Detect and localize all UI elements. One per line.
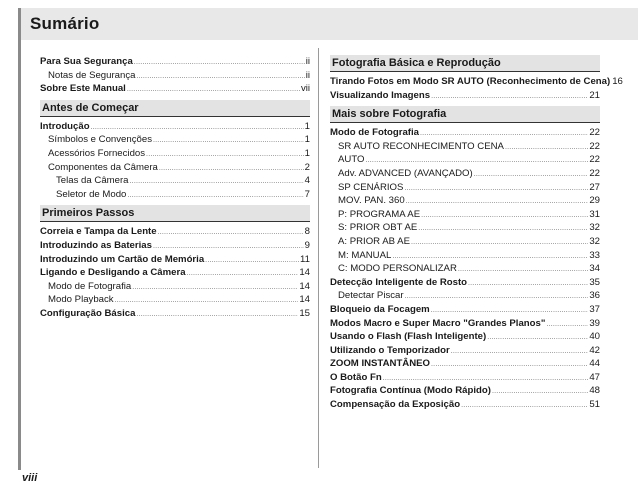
- toc-entry-page: 1: [304, 147, 310, 159]
- dot-leader: [153, 134, 304, 148]
- toc-entry-label: Configuração Básica: [40, 307, 136, 319]
- toc-entry-label: Detectar Piscar: [338, 290, 404, 302]
- section-heading: Antes de Começar: [40, 100, 310, 117]
- toc-entry-label: Seletor de Modo: [56, 188, 127, 200]
- toc-entry-page: 29: [589, 195, 600, 207]
- toc-entry-label: Tirando Fotos em Modo SR AUTO (Reconhecimento de Cena): [330, 76, 611, 87]
- dot-leader: [115, 294, 299, 308]
- dot-leader: [418, 222, 588, 236]
- toc-entry: [330, 276, 600, 290]
- toc-entry-page: 34: [589, 263, 600, 275]
- dot-leader: [365, 154, 588, 168]
- dot-leader: [127, 83, 300, 97]
- toc-entry-page: 47: [589, 371, 600, 383]
- toc-list-left-top: [40, 55, 310, 96]
- dot-leader: [158, 226, 304, 240]
- dot-leader: [187, 267, 299, 281]
- toc-entry: [40, 55, 310, 69]
- toc-entry: [330, 317, 600, 331]
- toc-entry-label: M: MANUAL: [338, 249, 392, 261]
- toc-entry: [40, 82, 310, 96]
- dot-leader: [392, 250, 588, 264]
- dot-leader: [205, 254, 299, 268]
- toc-entry-page: 35: [589, 276, 600, 288]
- toc-entry: [40, 293, 310, 307]
- toc-entry-label: Introdução: [40, 120, 90, 132]
- toc-entry-label: Telas da Câmera: [56, 175, 129, 187]
- toc-entry-page: 22: [589, 140, 600, 152]
- toc-entry-label: Notas de Segurança: [48, 69, 136, 81]
- toc-list-left-2: [40, 225, 310, 320]
- dot-leader: [146, 148, 304, 162]
- toc-entry-page: 39: [589, 317, 600, 329]
- toc-entry-label: A: PRIOR AB AE: [338, 235, 410, 247]
- toc-entry-page: 36: [589, 290, 600, 302]
- toc-entry: [330, 249, 600, 263]
- toc-entry: [330, 221, 600, 235]
- dot-leader: [421, 209, 588, 223]
- toc-entry: [330, 371, 600, 385]
- dot-leader: [420, 127, 588, 141]
- toc-entry-label: S: PRIOR OBT AE: [338, 222, 418, 234]
- toc-entry: [330, 167, 600, 181]
- toc-entry-page: 1: [304, 120, 310, 132]
- dot-leader: [487, 331, 588, 345]
- toc-entry-page: 22: [589, 167, 600, 179]
- toc-entry-label: Utilizando o Temporizador: [330, 344, 450, 356]
- toc-entry-label: AUTO: [338, 154, 365, 166]
- toc-entry-page: 2: [304, 161, 310, 173]
- dot-leader: [130, 175, 304, 189]
- toc-entry-label: MOV. PAN. 360: [338, 195, 405, 207]
- toc-entry: [330, 89, 600, 103]
- toc-entry-label: Modos Macro e Super Macro "Grandes Planos": [330, 317, 546, 329]
- toc-entry-label: Ligando e Desligando a Câmera: [40, 267, 186, 279]
- toc-entry: [40, 174, 310, 188]
- toc-list-right-2: [330, 126, 600, 411]
- toc-list-right-1: [330, 75, 623, 102]
- dot-leader: [468, 277, 588, 291]
- toc-entry: [40, 307, 310, 321]
- toc-entry-page: 14: [299, 267, 310, 279]
- toc-entry-label: Compensação da Exposição: [330, 399, 461, 411]
- toc-entry: [40, 225, 310, 239]
- toc-entry-page: 32: [589, 235, 600, 247]
- toc-entry-label: SP CENÁRIOS: [338, 181, 404, 193]
- toc-entry: [330, 140, 600, 154]
- toc-entry-label: Símbolos e Convenções: [48, 134, 152, 146]
- header-band: [21, 8, 638, 40]
- dot-leader: [136, 70, 304, 84]
- toc-entry-page: ii: [305, 56, 310, 67]
- toc-right-column: [330, 55, 623, 412]
- dot-leader: [492, 385, 588, 399]
- toc-entry-page: 48: [589, 385, 600, 397]
- toc-entry-page: 42: [589, 344, 600, 356]
- toc-entry-label: P: PROGRAMA AE: [338, 208, 421, 220]
- toc-entry-page: 32: [589, 222, 600, 234]
- toc-entry: [40, 253, 310, 267]
- toc-entry: [330, 330, 600, 344]
- dot-leader: [461, 399, 588, 413]
- toc-entry: [40, 147, 310, 161]
- toc-entry-label: Modo de Fotografia: [48, 280, 132, 292]
- toc-entry-page: 4: [304, 175, 310, 187]
- toc-entry-page: 9: [304, 239, 310, 251]
- page-number: viii: [22, 472, 38, 484]
- toc-entry-label: Usando o Flash (Flash Inteligente): [330, 331, 487, 343]
- toc-entry-page: 14: [299, 294, 310, 306]
- dot-leader: [431, 358, 588, 372]
- toc-entry-label: Componentes da Câmera: [48, 161, 158, 173]
- toc-entry-page: 40: [589, 331, 600, 343]
- toc-entry: [330, 126, 600, 140]
- toc-entry-page: 1: [304, 134, 310, 146]
- toc-entry: [330, 303, 600, 317]
- dot-leader: [404, 182, 588, 196]
- toc-entry: [330, 289, 600, 303]
- dot-leader: [431, 304, 589, 318]
- toc-entry: [40, 239, 310, 253]
- dot-leader: [458, 263, 588, 277]
- toc-entry-page: 16: [612, 76, 623, 87]
- toc-entry-page: 11: [300, 253, 310, 265]
- dot-leader: [505, 141, 588, 155]
- dot-leader: [431, 90, 588, 104]
- toc-entry: [40, 120, 310, 134]
- toc-entry: [330, 194, 600, 208]
- toc-entry: [330, 398, 600, 412]
- toc-left-column: [40, 55, 310, 321]
- toc-entry-page: vii: [300, 83, 310, 95]
- dot-leader: [383, 372, 589, 386]
- toc-entry: [330, 181, 600, 195]
- toc-entry-page: 8: [304, 226, 310, 238]
- toc-entry-page: 15: [299, 307, 310, 319]
- dot-leader: [134, 56, 305, 70]
- toc-entry-page: ii: [305, 69, 310, 81]
- toc-entry-page: 37: [589, 303, 600, 315]
- toc-entry-page: 14: [299, 280, 310, 292]
- toc-entry-page: 44: [589, 358, 600, 370]
- toc-entry-label: Bloqueio da Focagem: [330, 303, 430, 315]
- toc-entry: [330, 344, 600, 358]
- left-edge-bar: [18, 8, 21, 470]
- dot-leader: [159, 162, 304, 176]
- toc-entry: [40, 266, 310, 280]
- dot-leader: [406, 195, 589, 209]
- toc-entry: [40, 280, 310, 294]
- toc-entry-page: 27: [589, 181, 600, 193]
- toc-entry: [330, 384, 600, 398]
- toc-entry: [330, 235, 600, 249]
- toc-entry-page: 33: [589, 249, 600, 261]
- toc-entry-label: C: MODO PERSONALIZAR: [338, 263, 457, 275]
- toc-entry-page: 7: [304, 188, 310, 200]
- toc-entry-page: 21: [589, 89, 600, 101]
- toc-entry-label: Detecção Inteligente de Rosto: [330, 276, 468, 288]
- dot-leader: [405, 290, 589, 304]
- column-divider: [318, 48, 319, 468]
- toc-entry-label: SR AUTO RECONHECIMENTO CENA: [338, 140, 504, 152]
- toc-entry-page: 22: [589, 154, 600, 166]
- toc-entry-label: Introduzindo as Baterias: [40, 239, 152, 251]
- toc-entry: [330, 208, 600, 222]
- dot-leader: [474, 168, 589, 182]
- section-heading: Mais sobre Fotografia: [330, 106, 600, 123]
- toc-entry: [330, 357, 600, 371]
- dot-leader: [136, 308, 298, 322]
- toc-entry-page: 31: [589, 208, 600, 220]
- toc-entry-label: ZOOM INSTANTÂNEO: [330, 358, 431, 370]
- toc-entry: [330, 75, 623, 89]
- toc-entry-label: Correia e Tampa da Lente: [40, 226, 157, 238]
- toc-entry-label: O Botão Fn: [330, 371, 382, 383]
- toc-entry-label: Modo Playback: [48, 294, 114, 306]
- dot-leader: [411, 236, 588, 250]
- toc-entry-label: Modo de Fotografia: [330, 127, 419, 139]
- dot-leader: [451, 345, 589, 359]
- toc-entry: [40, 133, 310, 147]
- toc-entry: [330, 262, 600, 276]
- toc-entry-label: Fotografia Contínua (Modo Rápido): [330, 385, 491, 397]
- toc-entry-page: 51: [589, 399, 600, 411]
- toc-entry-label: Introduzindo um Cartão de Memória: [40, 253, 205, 265]
- toc-entry-label: Sobre Este Manual: [40, 83, 126, 95]
- dot-leader: [546, 318, 588, 332]
- toc-list-left-1: [40, 120, 310, 202]
- dot-leader: [153, 240, 304, 254]
- toc-entry-label: Acessórios Fornecidos: [48, 147, 146, 159]
- toc-entry-label: Adv. ADVANCED (AVANÇADO): [338, 167, 473, 179]
- dot-leader: [132, 281, 298, 295]
- toc-entry: [330, 153, 600, 167]
- toc-entry: [40, 161, 310, 175]
- toc-entry: [40, 188, 310, 202]
- page-title: Sumário: [30, 14, 100, 33]
- dot-leader: [91, 121, 304, 135]
- toc-entry: [40, 69, 310, 83]
- toc-entry-page: 22: [589, 127, 600, 139]
- section-heading: Primeiros Passos: [40, 205, 310, 222]
- section-heading: Fotografia Básica e Reprodução: [330, 55, 600, 72]
- toc-entry-label: Visualizando Imagens: [330, 89, 431, 101]
- toc-entry-label: Para Sua Segurança: [40, 56, 133, 67]
- dot-leader: [127, 189, 303, 203]
